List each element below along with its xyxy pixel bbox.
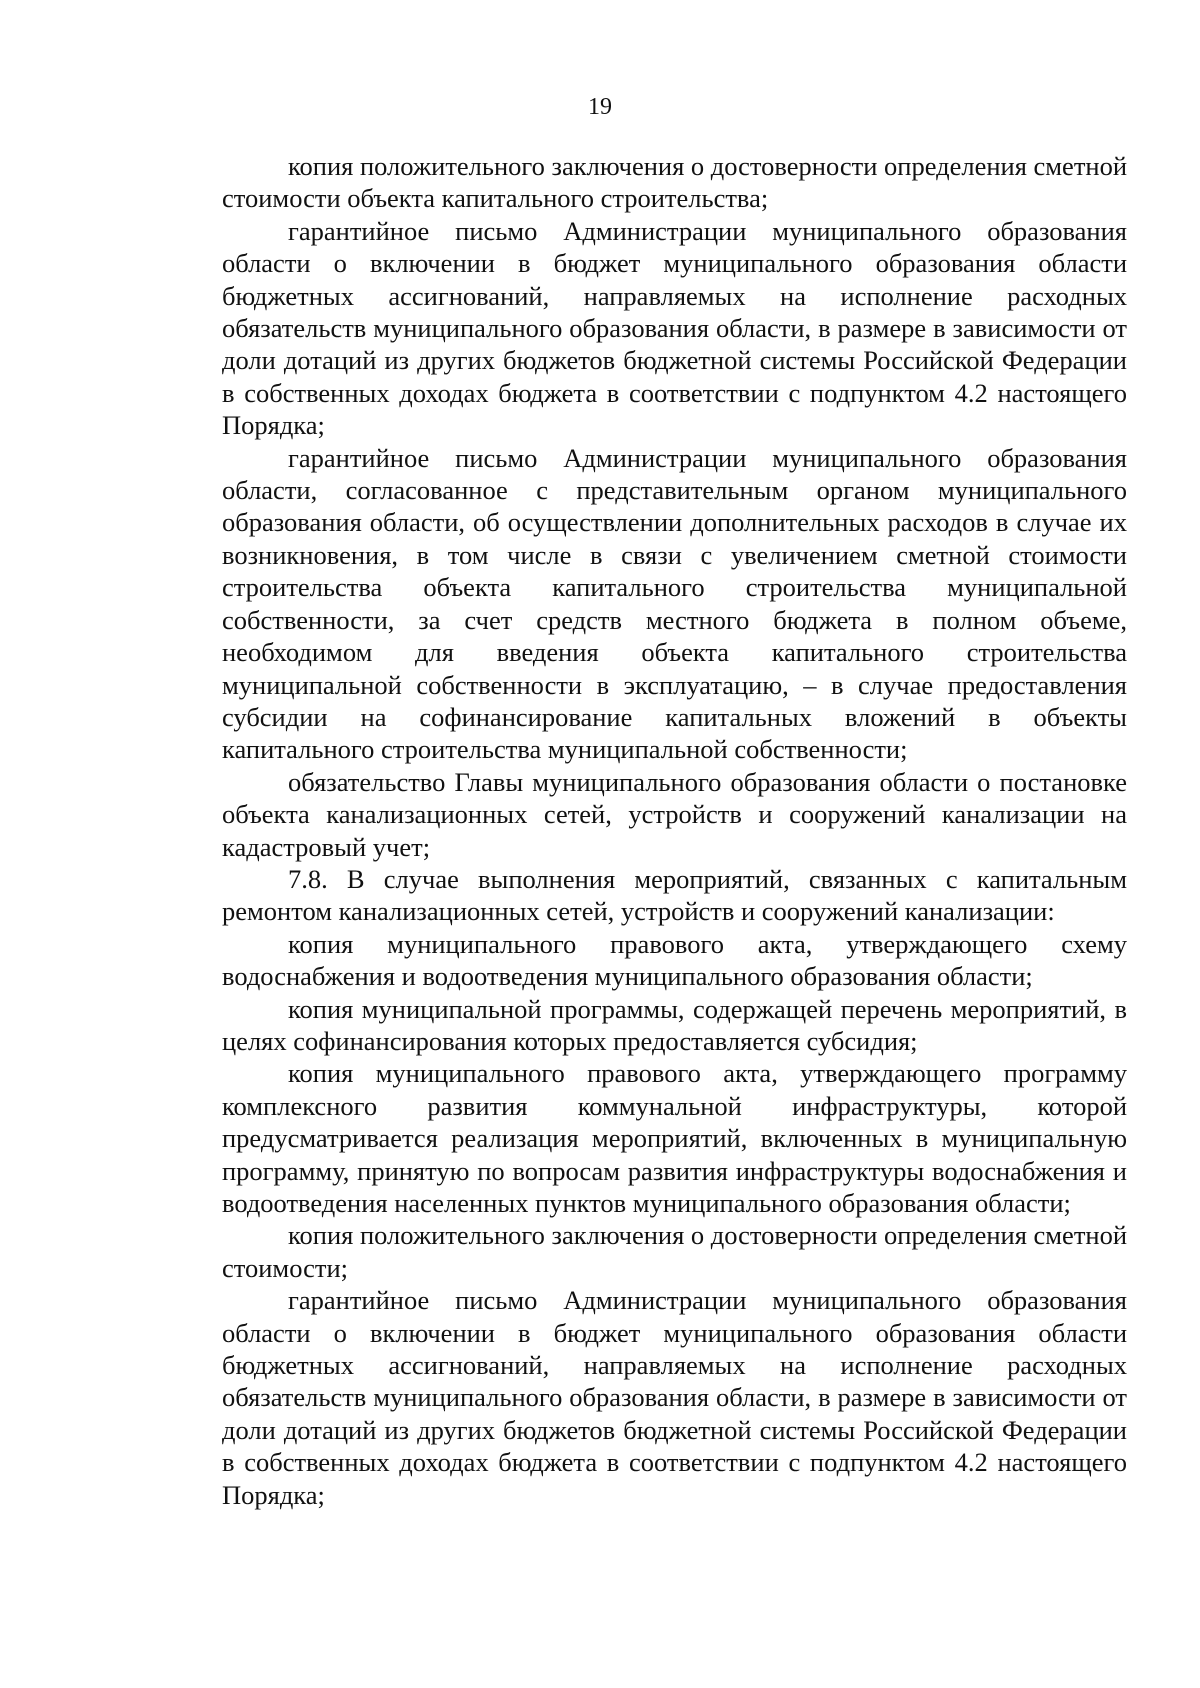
paragraph: копия положительного заключения о достоверности определения сметной стоимости объекта капитального строительства; [222,151,1128,214]
paragraph: копия муниципальной программы, содержащей перечень мероприятий, в целях софинансирования которых предоставляется субсидия; [222,993,1127,1056]
paragraph: 7.8. В случае выполнения мероприятий, связанных с капитальным ремонтом канализационных сетей, устройств и сооружений канализации: [222,863,1127,927]
paragraph: копия муниципального правового акта, утверждающего программу комплексного развития коммунальной инфраструктуры, которой предусматривается реализация мероприятий, включенных в муниципальную программу, принятую по вопросам развития инфраструктуры водоснабжения и водоотведения населенных пунктов муниципального образования области; [222,1058,1127,1218]
paragraph: копия положительного заключения о достоверности определения сметной стоимости; [222,1220,1128,1283]
paragraph: гарантийное письмо Администрации муниципального образования области, согласованное с представительным органом муниципального образования области, об осуществлении дополнительных расходов в случае их возникновения, в том числе в связи с увеличением сметной стоимости строительства объекта капитального строительства муниципальной собственности, за счет средств местного бюджета в полном объеме, необходимом для введения объекта капитального строительства муниципальной собственности в эксплуатацию, – в случае предоставления субсидии на софинансирование капитальных вложений в объекты капитального строительства муниципальной собственности; [222,442,1127,765]
paragraph: копия муниципального правового акта, утверждающего схему водоснабжения и водоотведения муниципального образования области; [222,928,1127,992]
page-number: 19 [588,94,612,120]
paragraph: гарантийное письмо Администрации муниципального образования области о включении в бюджет муниципального образования области бюджетных ассигнований, направляемых на исполнение расходных обязательств муниципального образования области, в размере в зависимости от доли дотаций из других бюджетов бюджетной системы Российской Федерации в собственных доходах бюджета в соответствии с подпунктом 4.2 настоящего Порядка; [222,1285,1127,1510]
paragraph: обязательство Главы муниципального образования области о постановке объекта канализационных сетей, устройств и сооружений канализации на кадастровый учет; [222,766,1127,862]
document-body [222,150,1127,1511]
paragraph: гарантийное письмо Администрации муниципального образования области о включении в бюджет муниципального образования области бюджетных ассигнований, направляемых на исполнение расходных обязательств муниципального образования области, в размере в зависимости от доли дотаций из других бюджетов бюджетной системы Российской Федерации в собственных доходах бюджета в соответствии с подпунктом 4.2 настоящего Порядка; [222,215,1127,441]
